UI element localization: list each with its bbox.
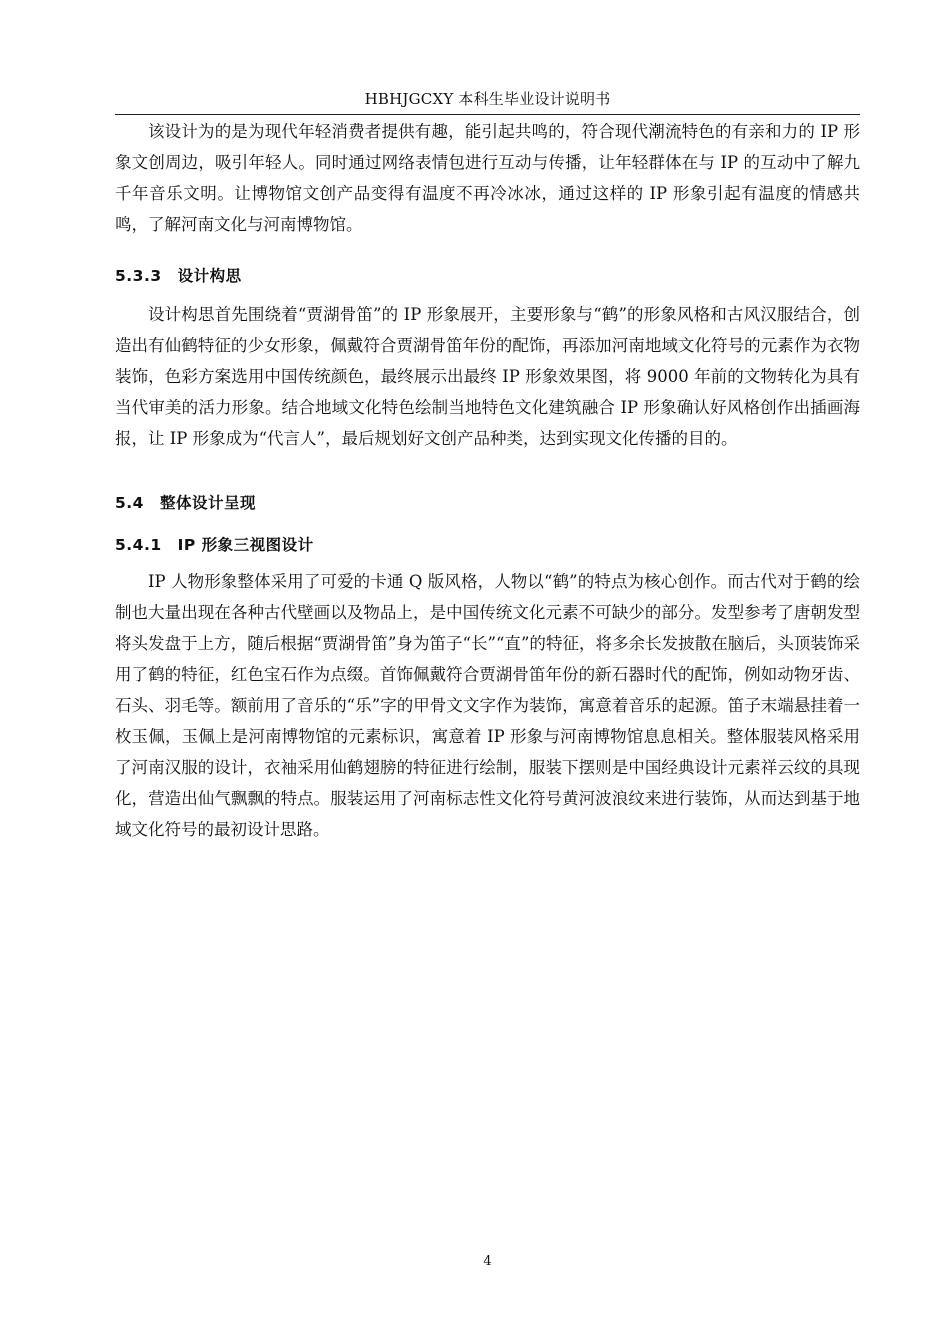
section-heading-5-4-1: 5.4.1 IP 形象三视图设计 [115,536,314,554]
section-heading-5-4: 5.4 整体设计呈现 [115,494,256,512]
design-concept-paragraph: 设计构思首先围绕着“贾湖骨笛”的 IP 形象展开，主要形象与“鹤”的形象风格和古风汉服结合，创造出有仙鹤特征的少女形象，佩戴符合贾湖骨笛年份的配饰，再添加河南地域文化符号的元素作为衣物装饰，色彩方案选用中国传统颜色，最终展示出最终 IP 形象效果图，将 9000 年前的文物转化为具有当代审美的活力形象。结合地域文化特色绘制当地特色文化建筑融合 IP 形象确认好风格创作出插画海报，让 IP 形象成为“代言人”，最后规划好文创产品种类，达到实现文化传播的目的。 [115,305,860,448]
section-heading-5-3-3: 5.3.3 设计构思 [115,267,242,285]
document-body [115,116,860,845]
intro-paragraph: 该设计为的是为现代年轻消费者提供有趣，能引起共鸣的，符合现代潮流特色的有亲和力的 IP 形象文创周边，吸引年轻人。同时通过网络表情包进行互动与传播，让年轻群体在与 IP 的互动中了解九千年音乐文明。让博物馆文创产品变得有温度不再冷冰冰，通过这样的 IP 形象引起有温度的情感共鸣，了解河南文化与河南博物馆。 [115,122,860,234]
header-divider [115,114,860,115]
page-header: HBHJGCXY 本科生毕业设计说明书 [364,90,611,108]
page-number: 4 [483,1254,492,1269]
ip-three-view-paragraph: IP 人物形象整体采用了可爱的卡通 Q 版风格，人物以“鹤”的特点为核心创作。而古代对于鹤的绘制也大量出现在各种古代壁画以及物品上，是中国传统文化元素不可缺少的部分。发型参考了唐朝发型将头发盘于上方，随后根据“贾湖骨笛”身为笛子“长”“直”的特征，将多余长发披散在脑后，头顶装饰采用了鹤的特征，红色宝石作为点缀。首饰佩戴符合贾湖骨笛年份的新石器时代的配饰，例如动物牙齿、石头、羽毛等。额前用了音乐的“乐”字的甲骨文文字作为装饰，寓意着音乐的起源。笛子末端悬挂着一枚玉佩，玉佩上是河南博物馆的元素标识，寓意着 IP 形象与河南博物馆息息相关。整体服装风格采用了河南汉服的设计，衣袖采用仙鹤翅膀的特征进行绘制，服装下摆则是中国经典设计元素祥云纹的具现化，营造出仙气飘飘的特点。服装运用了河南标志性文化符号黄河波浪纹来进行装饰，从而达到基于地域文化符号的最初设计思路。 [115,572,860,839]
